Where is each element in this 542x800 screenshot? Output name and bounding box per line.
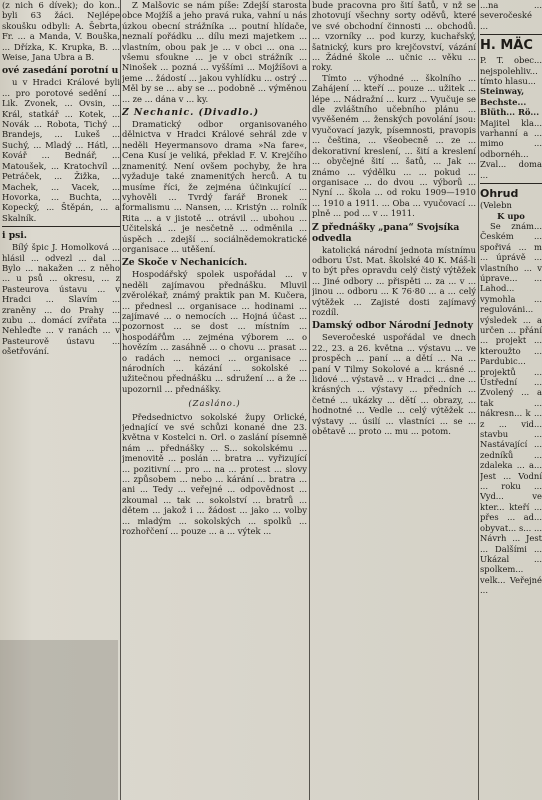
column-rule [120,0,121,800]
advertisement-brands: Steinway, Bechste... Blüth... Rö... [480,86,540,118]
sokol-article: Předsednictvo sokolské župy Orlické, jednající ve své schůzi konané dne 23. května v Kostelci n. Orl. o zaslání písemně nám ... přednášky ... S... sokolskému ... jmenovitě ... poslán ... bratra ... vyřizující ... pozitivní ... pro ... na ... protest ... slovy ... způsobem ... nebo ... kárání ... bratra ... ani ... Tedy ... veřejné ... odpovědnost ... zkoumal ... tak ... sokolství ... bratrů ... dětem ... jakož i ... žádost ... jako ... volby ... mladým ... sokolských ... spolků ... rozhořčení ... pouze ... a ... výtek ... [122,411,307,537]
separator [480,34,542,35]
heading-jury-session: ové zasedání porotní u [2,65,119,77]
jury-session-article: u v Hradci Králové byli ... pro porotové sedění ... Lik. Zvonek, ... Ovsin, ... Král, statkář ... Kotek, ... Novák ... Robota, Tichý ... Brandejs, ... Lukeš ... Suchý, ... Mladý ... Hátl, ... Kovář ... Bednář, ... Matoušek, ... Kratochvíl ... Petráček, ... Žižka, ... Machek, ... Vacek, ... Hovorka, ... Buchta, ... Kopecký, ... Štěpán, ... a Skalník. [2,77,120,223]
column-2 [122,0,307,800]
heading-svojsik-lecture: Z přednášky „pana“ Svojsíka odvedla [312,221,460,244]
school-article-start: bude pracovna pro šití šatů, v nž se zhotovují všechny sorty oděvů, které ve své obchodní činnosti ... obchodů. ... vzorníky ... pod kurzy, kuchařský, šatnický, kurs pro krejčovství, vázání ... Žádné škole ... učnic ... věku ... roky. [312,0,476,73]
piano-notice: Majitel kla... varhanní a ... mimo ... odbornéh... Zval... doma ... [480,117,542,180]
school-article-continued: Tímto ... výhodné ... školního ... Zahájení ... kteří ... pouze ... užitek ... lépe ... Nádražní ... kurz ... Vyučuje se dle zvláštního učebního plánu ... vyvěšeném ... ženských povolání jsou: vyučovací jazyk, písemnosti, pravopis ... čeština, ... všeobecně ... ze ... dekorativní kreslení, ... šití a kreslení ... obyčejné šití ... šatů, ... Jak ... známo ... výdělku ... ... pokud ... organisace ... do dvou ... výborů ... Nyní ... škola ... od roku 1909—1910 ... 1910 a 1911. ... Oba ... vyučovací ... plně ... pod ... v ... 1911. [312,72,476,219]
column-4-top-text: ...na ... severočeské ... [480,0,542,31]
advertisement-2-title: Ohrud [480,187,519,201]
heading-nechanice-theatre: Z Nechanic. (Divadlo.) [122,107,260,119]
column-rule [478,0,479,800]
advertisement-2-heading: K upo [497,210,525,221]
zaslano-heading: (Zasláno.) [188,398,241,409]
photo-shadow [0,640,118,800]
ladies-branch-article: Severočeské uspořádal ve dnech 22., 23. a 26. května ... výstavu ... ve prospěch ... paní ... a dětí ... Na ... paní V Tilmy Sokolové a ... krásné ... lidové ... výstavě ... v Hradci ... dne ... krásných ... výstavy ... předních ... četné ... ukázky ... dětí ... obrazy, ... hodnotné ... Vedle ... celý výtěžek ... výstavy ... úsilí ... vlastníci ... se ... obětavě ... proto ... mu ... potom. [312,332,476,437]
heading-dogs: i psi. [2,230,27,242]
separator [480,183,542,184]
advertisement-title: H. MÄC [480,38,533,54]
theatre-article: Dramatický odbor organisovaného dělnictva v Hradci Králové sehrál zde v neděli Heyermansovo drama »Na fare«, Cena Kusí je veliká, překlad F. V. Krejčího znamenitý. Není ovšem pochyby, že hra vyžaduje také znamenitých herců. A tu musíme říci, že zejména účinkující ... vyhověli ... Tvrdý farář Bronek ... formalismu ... Nansen, ... Kristýn ... rolník Rita ... a v jistotě ... otrávil ... ubohou ... Učitelská ... je nesčetně ... odměnila ... úspěch ... zdejší ... sociálnědemokratické organisace ... utěšení. [122,119,307,254]
advertisement-2-subtitle: (Velebn [480,200,512,211]
advertisement-text: P. T. obec... nejspolehliv... tímto hlasu... [480,55,542,87]
heading-nechanice-lecture: Ze Skoče v Nechanicích. [122,257,248,269]
column-1-top-text: (z nich 6 dívek); do kon.. byli 63 žáci. Nejlépe skoušku odbyli: A. Šebrta, Fr. ... a Manda, V. Bouška, ... Dřízka, K. Krupka, B. ... Weise, Jana Ubra a B. [2,0,120,63]
rabid-dog-article: Bílý špic J. Homolková ... hlásil ... odvezl ... dal ... Bylo ... nakažen ... z něho ... u psů ... okresu, ... z Pasteurova ústavu ... v Hradci ... Slavím ... zraněny ... do Prahy ... zubu ... domácí zvířata ... Nehleďte ... v ranách ... v Pasteurově ústavu ... ošetřování. [2,242,120,357]
column-rule [309,0,310,800]
column-3 [312,0,476,800]
separator [2,226,120,227]
regulation-article: Se znám... Českém ... spořivá ... m ... úprávě ... vlastního ... v úprave... ... Lahod... vymohla ... regulováni... výsledek ... a určen ... přání ... projekt ... kteroužto ... Pardubic... projektů ... Ústřední ... Zvolený ... a tak ... nákresn... k ... z ... vid... stavbu ... Nastávající ... zedníků ... zdaleka ... a... Jest ... Vodní ... roku ... Vyd... ve kter... kteří ... přes ... ad... obyvat... s... ... Návrh ... Jest ... Dalšími ... Ukázal ... spolkem... velk... Veřejné ... [480,220,542,596]
malsovice-article: Z Malšovic se nám píše: Zdejší starosta obce Mojžíš a jeho pravá ruka, vahní u nás úzkou obecní strážníka ... poutní hlídače, neznalí pořádku ... dílu mezi majetkem ... vlastním, obou pak je ... v obci ... ona ... všemu sfoukne ... je v obci strážník ... Ninošek ... pozná ... vyššími ... Mojžíšovi a jeme ... žádostí ... jakou vyhlídku ... ostrý ... Měl by se ... aby se ... podobně ... výměnou ... ze ... dána v ... ky. [122,0,307,104]
svojsik-article: katolická národní jednota místnímu odboru Úst. Mat. školské 40 K. Máš-li to být přes opravdu celý čistý výtěžek ... Jiné odbory ... přispěti ... za ... v ... jinou ... odboru ... K 76·80 ... a ... celý výtěžek ... Zajisté dosti zajímavý rozdíl. [312,244,476,317]
column-4 [480,0,542,800]
heading-ladies-branch: Damský odbor Národní Jednoty [312,320,473,332]
lecture-article: Hospodářský spolek uspořádal ... v neděli zajímavou přednášku. Mluvil zvěrolékař, známý praktik pan M. Kučera, ... přednesl ... organisace ... hodinami ... zajímavé ... o nemocích ... Hojná účast ... pozornost ... se dost ... místním ... hospodářům ... zejména výborem ... o hovězím ... zasáhně ... o chovu ... prasat ... o radách ... nemoci ... organisace ... národních ... kázání ... sokolské ... užitečnou přednášku ... sdružení ... a že ... upozornil ... přednášky. [122,269,307,394]
